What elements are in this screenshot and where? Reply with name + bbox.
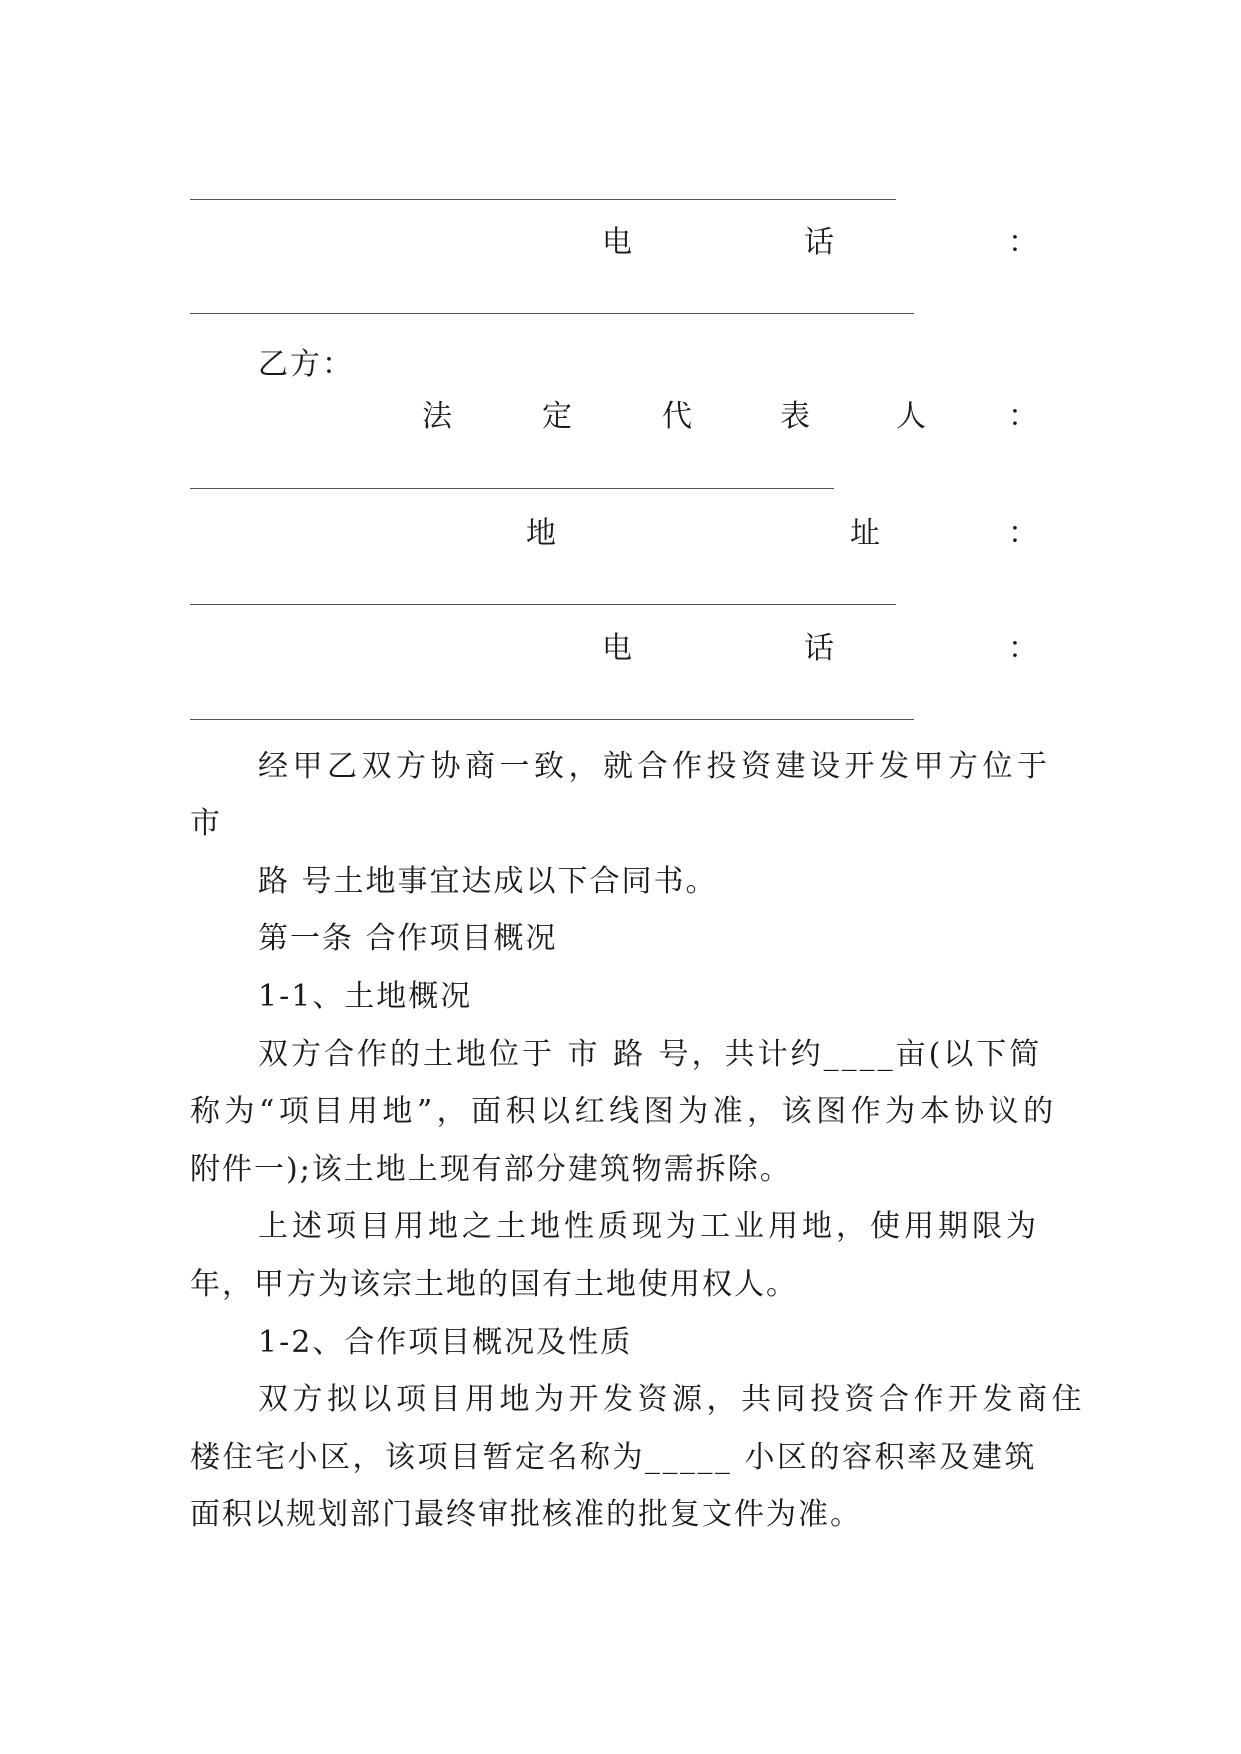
label-char: 话 bbox=[804, 631, 834, 666]
paragraph-line: 市 bbox=[190, 806, 222, 841]
article-heading: 第一条 合作项目概况 bbox=[258, 921, 558, 956]
label-char: 话 bbox=[804, 225, 834, 260]
label-char: 地 bbox=[526, 516, 556, 551]
blank-underline bbox=[190, 488, 834, 489]
blank-underline bbox=[190, 313, 914, 314]
paragraph-line: 上述项目用地之土地性质现为工业用地，使用期限为 bbox=[258, 1209, 1040, 1244]
yifang-title: 乙方： bbox=[258, 347, 354, 382]
label-char: 定 bbox=[542, 399, 572, 434]
label-char: 人 bbox=[896, 399, 926, 434]
paragraph-line: 附件一);该土地上现有部分建筑物需拆除。 bbox=[190, 1152, 792, 1187]
yifang-rep-label bbox=[190, 395, 1050, 439]
section-heading: 1-1、土地概况 bbox=[258, 979, 473, 1014]
label-colon: ： bbox=[1008, 399, 1038, 434]
section-heading: 1-2、合作项目概况及性质 bbox=[258, 1325, 633, 1360]
paragraph-line: 楼住宅小区，该项目暂定名称为_____ 小区的容积率及建筑 bbox=[190, 1440, 1038, 1475]
label-char: 电 bbox=[602, 225, 632, 260]
label-char: 代 bbox=[662, 399, 692, 434]
blank-underline bbox=[190, 604, 896, 605]
label-colon: ： bbox=[1008, 516, 1038, 551]
paragraph-line: 路 号土地事宜达成以下合同书。 bbox=[258, 864, 718, 899]
paragraph-line: 面积以规划部门最终审批核准的批复文件为准。 bbox=[190, 1497, 862, 1532]
paragraph-line: 双方拟以项目用地为开发资源，共同投资合作开发商住 bbox=[258, 1382, 1086, 1417]
yifang-address-label bbox=[190, 512, 1050, 556]
jiafang-phone-label bbox=[190, 221, 1050, 265]
paragraph-line: 经甲乙双方协商一致，就合作投资建设开发甲方位于 bbox=[258, 749, 1052, 784]
paragraph-line: 双方合作的土地位于 市 路 号，共计约____亩(以下简 bbox=[258, 1037, 1043, 1072]
label-char: 址 bbox=[850, 516, 880, 551]
paragraph-line: 年，甲方为该宗土地的国有土地使用权人。 bbox=[190, 1267, 798, 1302]
label-char: 法 bbox=[422, 399, 452, 434]
label-colon: ： bbox=[1008, 225, 1038, 260]
label-colon: ： bbox=[1008, 631, 1038, 666]
label-char: 表 bbox=[780, 399, 810, 434]
yifang-phone-label bbox=[190, 627, 1050, 671]
blank-underline bbox=[190, 199, 896, 200]
blank-underline bbox=[190, 719, 914, 720]
paragraph-line: 称为“项目用地”，面积以红线图为准，该图作为本协议的 bbox=[190, 1094, 1058, 1129]
label-char: 电 bbox=[602, 631, 632, 666]
